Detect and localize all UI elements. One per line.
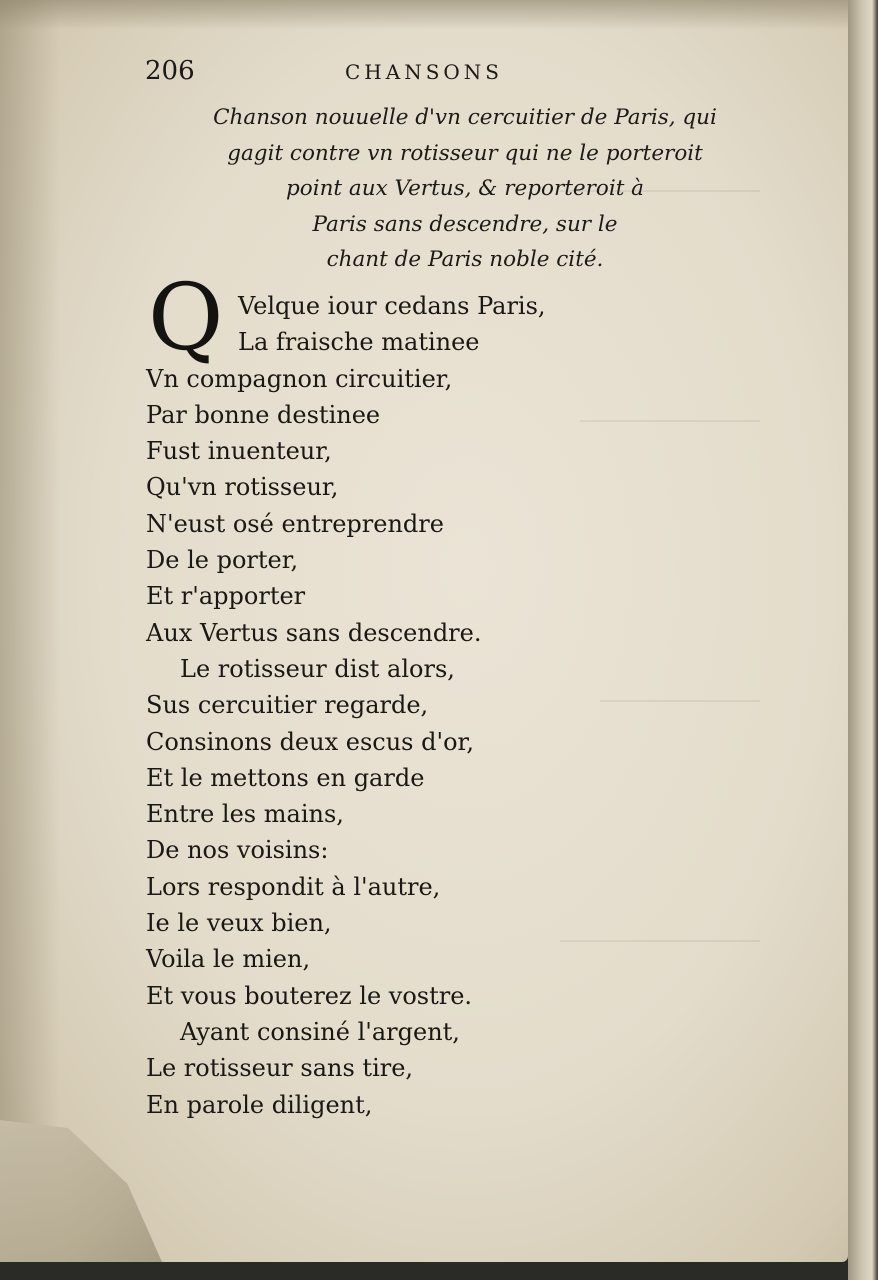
song-title-line: gagit contre vn rotisseur qui ne le porteroit (227, 140, 703, 166)
page-number: 206 (145, 56, 195, 86)
verse-line: La fraische matinee (238, 328, 480, 357)
verse-line: Consinons deux escus d'or, (146, 727, 474, 756)
verse-line: Velque iour cedans Paris, (238, 292, 546, 320)
verse-line: Et vous bouterez le vostre. (146, 981, 473, 1010)
verse-line: Vn compagnon circuitier, (146, 364, 453, 393)
verse-line: N'eust osé entreprendre (146, 509, 444, 538)
verse-line: Et r'apporter (146, 582, 306, 611)
verse-line: Fust inuenteur, (146, 437, 332, 466)
verse-line: Le rotisseur sans tire, (146, 1054, 414, 1083)
song-title-line: Paris sans descendre, sur le (312, 211, 618, 237)
drop-cap-initial: Q (148, 264, 224, 371)
running-title: CHANSONS (345, 60, 503, 84)
verse-line: De nos voisins: (146, 836, 329, 865)
song-title-line: Chanson nouuelle d'vn cercuitier de Paris, qui (213, 105, 717, 130)
verse-line: Lors respondit à l'autre, (146, 872, 441, 901)
verse-line: Ayant consiné l'argent, (180, 1017, 460, 1046)
verse-line: De le porter, (146, 546, 299, 575)
page-header (145, 56, 785, 96)
verse-line: Le rotisseur dist alors, (180, 654, 455, 683)
verse-line: Voila le mien, (146, 945, 311, 974)
torn-corner (0, 1120, 170, 1262)
song-title-line: chant de Paris noble cité. (326, 247, 604, 273)
verse-body (146, 288, 766, 1123)
verse-line: Entre les mains, (146, 800, 344, 829)
song-title (150, 100, 780, 278)
verse-line: Ie le veux bien, (146, 909, 332, 938)
verse-line: Qu'vn rotisseur, (146, 473, 339, 502)
facing-page-edge (848, 0, 878, 1280)
verse-line: Par bonne destinee (146, 400, 381, 429)
verse-line: Aux Vertus sans descendre. (146, 618, 482, 647)
verse-line: Sus cercuitier regarde, (146, 691, 429, 720)
verse-line: Et le mettons en garde (146, 763, 425, 792)
verse-line: En parole diligent, (146, 1090, 373, 1119)
song-title-line: point aux Vertus, & reporteroit à (286, 176, 644, 202)
